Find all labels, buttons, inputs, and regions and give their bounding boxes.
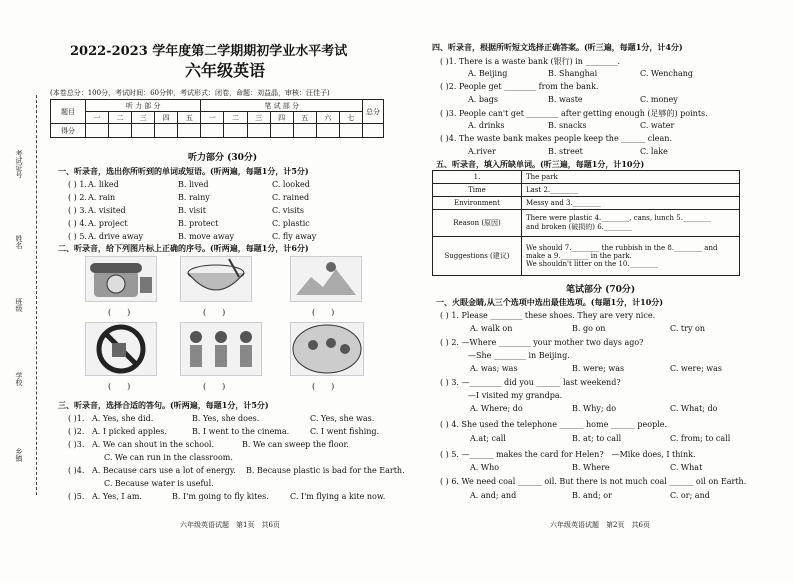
sec3-q1-b: B. Yes, she does.: [192, 414, 260, 423]
listening-part-header: 听 力 部 分: [86, 100, 201, 112]
sec1-option-b: B. move away: [178, 232, 235, 241]
score-col: 二: [109, 112, 132, 124]
sec1-option-a: A. rain: [88, 193, 116, 202]
sec3-q5-num: ( )5.: [68, 492, 85, 501]
score-cell[interactable]: [155, 124, 178, 138]
sec4-q1-stem: ( )1. There is a waste bank (银行) in ________.: [440, 57, 621, 66]
sec1-title: 一、听录音，选出你所听到的单词或短语。(听两遍，每题1分，计5分): [58, 166, 309, 176]
score-col: 六: [316, 112, 339, 124]
sec6-q1-a: A. walk on: [470, 324, 513, 333]
sec3-q5-c: C. I'm flying a kite now.: [290, 492, 386, 501]
sec5-row-value: We shouldn't litter on the 10.________: [526, 260, 658, 268]
sec6-q3-c: C. What; do: [670, 404, 718, 413]
sec3-title: 三、听录音，选择合适的答句。(听两遍，每题1分，计5分): [58, 400, 269, 410]
sec1-option-b: B. visit: [178, 206, 206, 215]
score-title-cell: 题目: [51, 100, 86, 124]
score-cell[interactable]: [293, 124, 316, 138]
written-heading: 笔试部分 (70分): [566, 285, 636, 295]
sec4-q3-c: C. water: [640, 121, 675, 130]
sec6-q3-line2: —I visited my grandpa.: [468, 391, 563, 400]
score-cell[interactable]: [201, 124, 224, 138]
sec3-q2-c: C. I went fishing.: [310, 427, 380, 436]
sec6-q4-b: B. at; to call: [572, 434, 622, 443]
sec6-q2-a: A. was; was: [470, 364, 518, 373]
sec3-q1-c: C. Yes, she was.: [310, 414, 375, 423]
sec4-q3-a: A. drinks: [468, 121, 505, 130]
sec5-row-value: There were plastic 4.________, cans, lunch 5.________: [526, 214, 711, 222]
score-cell[interactable]: [270, 124, 293, 138]
sec6-q2-c: C. were; was: [670, 364, 723, 373]
sec4-q1-b: B. Shanghai: [548, 69, 598, 78]
sec1-option-c: C. rained: [272, 193, 310, 202]
sec6-q4-c: C. from; to call: [670, 434, 731, 443]
score-cell[interactable]: [339, 124, 362, 138]
score-cell[interactable]: [224, 124, 247, 138]
sec5-row-cell: [522, 237, 740, 276]
score-row-label: 得分: [51, 124, 86, 138]
sec6-q3-stem: ( ) 3. —________ did you ______ last weekend?: [440, 378, 621, 387]
sec6-q2-b: B. were; was: [572, 364, 625, 373]
sec1-option-c: C. visits: [272, 206, 304, 215]
sec3-q2-a: A. I picked apples.: [92, 427, 167, 436]
sec6-q1-stem: ( ) 1. Please ________ these shoes. They are very nice.: [440, 311, 656, 320]
sec1-option-a: A. project: [88, 219, 128, 228]
telephone-picture: [85, 256, 157, 302]
score-col: 五: [293, 112, 316, 124]
sec5-title: 五、听录音，填入所缺单词。(听三遍，每题1分，计10分): [436, 159, 645, 169]
sec3-q3-a: A. We can shout in the school.: [92, 440, 215, 449]
sec3-q4-b: B. Because plastic is bad for the Earth.: [246, 466, 405, 475]
total-header: 总分: [363, 100, 384, 124]
sec6-q5-a: A. Who: [470, 463, 500, 472]
score-cell[interactable]: [316, 124, 339, 138]
family-picture: [290, 322, 364, 376]
sec6-q1-c: C. try on: [670, 324, 705, 333]
score-cell[interactable]: [363, 124, 384, 138]
sec1-option-b: B. lived: [178, 180, 209, 189]
sec3-q5-a: A. Yes, I am.: [92, 492, 142, 501]
score-col: 一: [201, 112, 224, 124]
sec6-q5-b: B. Where: [572, 463, 610, 472]
sec5-row-value: Last 2.________: [522, 184, 740, 197]
sec5-row-value: and broken (破损的) 6.________: [526, 223, 632, 231]
sec5-row-label: Reason (原因): [433, 210, 522, 237]
sec5-table: [432, 170, 740, 276]
sec5-row-label: 1.: [433, 171, 522, 184]
sec4-q2-b: B. waste: [548, 95, 583, 104]
rice-bowl-picture: [180, 256, 252, 302]
answer-bracket[interactable]: ( ): [203, 308, 226, 317]
binding-field-school: 学校: [15, 372, 23, 386]
sec4-q1-c: C. Wenchang: [640, 69, 694, 78]
sec1-option-a: A. drive away: [88, 232, 144, 241]
sec4-q4-b: B. street: [548, 147, 583, 156]
sec1-item-num: ( ) 1.: [68, 180, 87, 189]
sec3-q3-c: C. We can run in the classroom.: [104, 453, 233, 462]
sec1-option-b: B. rainy: [178, 193, 210, 202]
sec6-q6-b: B. and; or: [572, 491, 612, 500]
score-cell[interactable]: [132, 124, 155, 138]
sec4-q1-a: A. Beijing: [468, 69, 508, 78]
answer-bracket[interactable]: ( ): [203, 382, 226, 391]
sec6-q3-a: A. Where; do: [470, 404, 523, 413]
sec4-q4-stem: ( )4. The waste bank makes people keep the ______ clean.: [440, 134, 672, 143]
exam-title: 2022-2023 学年度第二学期期初学业水平考试: [70, 44, 348, 59]
binding-field-name: 姓名: [15, 235, 23, 249]
sec1-item-num: ( ) 4.: [68, 219, 87, 228]
people-picture: [180, 322, 262, 376]
sec1-option-a: A. liked: [88, 180, 119, 189]
sec5-row-value: We should 7.________ the rubbish in the 8.________ and: [526, 244, 718, 252]
sec4-q3-b: B. snacks: [548, 121, 587, 130]
sec6-q4-a: A.at; call: [470, 434, 506, 443]
sec5-row-value: The park: [522, 171, 740, 184]
score-col: 七: [339, 112, 362, 124]
answer-bracket[interactable]: ( ): [108, 308, 131, 317]
sec5-row-label: Suggestions (建议): [433, 237, 522, 276]
score-cell[interactable]: [86, 124, 109, 138]
sec4-q2-a: A. bags: [468, 95, 498, 104]
sec6-q6-stem: ( ) 6. We need coal ______ oil. But there is not much coal ______ oil on Earth.: [440, 477, 747, 486]
sec3-q2-num: ( )2.: [68, 427, 85, 436]
answer-bracket[interactable]: ( ): [312, 382, 335, 391]
sec6-q6-a: A. and; and: [470, 491, 517, 500]
sec3-q1-a: A. Yes, she did.: [92, 414, 154, 423]
sec3-q4-c: C. Because water is useful.: [104, 479, 214, 488]
sec3-q5-b: B. I'm going to fly kites.: [172, 492, 269, 501]
sec3-q2-b: B. I went to the cinema.: [192, 427, 290, 436]
answer-bracket[interactable]: ( ): [108, 382, 131, 391]
sec1-item-num: ( ) 3.: [68, 206, 87, 215]
score-cell[interactable]: [247, 124, 270, 138]
sec6-q3-b: B. Why; do: [572, 404, 617, 413]
score-col: 四: [155, 112, 178, 124]
score-col: 一: [86, 112, 109, 124]
sec5-row-label: Environment: [433, 197, 522, 210]
sec5-row-value: Messy and 3.________: [522, 197, 740, 210]
exam-info: (本卷总分：100分，考试时间：60分钟，考试形式：闭卷，命题：刘益晶，审核：汪佳子): [50, 89, 330, 97]
sec4-title: 四、听录音，根据所听短文选择正确答案。(听三遍，每题1分，计4分): [432, 42, 683, 52]
sec1-option-c: C. looked: [272, 180, 310, 189]
sec6-q2-line2: —She ________ in Beijing.: [468, 351, 570, 360]
score-col: 四: [270, 112, 293, 124]
binding-field-class: 班级: [15, 298, 23, 312]
sec5-row-label: Time: [433, 184, 522, 197]
sec4-q2-stem: ( )2. People get ________ from the bank.: [440, 82, 599, 91]
score-col: 三: [247, 112, 270, 124]
sec1-option-c: C. plastic: [272, 219, 310, 228]
exam-subtitle: 六年级英语: [185, 61, 266, 80]
sec3-q3-b: B. We can sweep the floor.: [242, 440, 349, 449]
score-cell[interactable]: [109, 124, 132, 138]
sec6-title: 一、火眼金睛,从三个选项中选出最佳选项。(每题1分，计10分): [436, 297, 664, 307]
sec5-row-cell: [522, 210, 740, 237]
sec4-q3-stem: ( )3. People can't get ________ after getting enough (足够的) points.: [440, 109, 708, 118]
footer-page-2: 六年级英语试题 第2页 共6页: [550, 521, 650, 529]
rubbish-picture: [290, 256, 362, 302]
sec6-q5-c: C. What: [670, 463, 703, 472]
sec6-q1-b: B. go on: [572, 324, 606, 333]
sec3-q3-num: ( )3.: [68, 440, 85, 449]
score-col: 二: [224, 112, 247, 124]
sec6-q6-c: C. or; and: [670, 491, 710, 500]
sec4-q2-c: C. money: [640, 95, 678, 104]
sec1-option-b: B. protect: [178, 219, 219, 228]
sec3-q1-num: ( )1.: [68, 414, 85, 423]
footer-page-1: 六年级英语试题 第1页 共6页: [180, 521, 280, 529]
answer-bracket[interactable]: ( ): [312, 308, 335, 317]
written-part-header: 笔 试 部 分: [201, 100, 363, 112]
binding-field-exam-id: 考试证号: [15, 150, 23, 178]
score-col: 五: [178, 112, 201, 124]
sec6-q5-stem: ( ) 5. —______ makes the card for Helen? —Mike does, I think.: [440, 450, 696, 459]
sec4-q4-a: A.river: [468, 147, 496, 156]
sec2-title: 二、听录音，给下列图片标上正确的序号。(听两遍，每题1分，计6分): [58, 243, 309, 253]
sec1-item-num: ( ) 2.: [68, 193, 87, 202]
sec3-q4-a: A. Because cars use a lot of energy.: [92, 466, 236, 475]
sec1-item-num: ( ) 5.: [68, 232, 87, 241]
sec6-q4-stem: ( ) 4. She used the telephone ______ home ______ people.: [440, 420, 668, 429]
score-cell[interactable]: [178, 124, 201, 138]
no-food-sign-picture: [85, 322, 157, 376]
sec3-q4-num: ( )4.: [68, 466, 85, 475]
listening-heading: 听力部分 (30分): [188, 153, 258, 163]
score-col: 三: [132, 112, 155, 124]
sec1-option-c: C. fly away: [272, 232, 317, 241]
binding-field-town: 乡镇: [15, 448, 23, 462]
score-table: [50, 99, 384, 138]
sec6-q2-stem: ( ) 2. —Where ________ your mother two days ago?: [440, 338, 644, 347]
sec1-option-a: A. visited: [88, 206, 126, 215]
sec5-row-value: make a 9.________ in the park.: [526, 252, 632, 260]
sec4-q4-c: C. lake: [640, 147, 668, 156]
binding-line: [26, 95, 37, 495]
